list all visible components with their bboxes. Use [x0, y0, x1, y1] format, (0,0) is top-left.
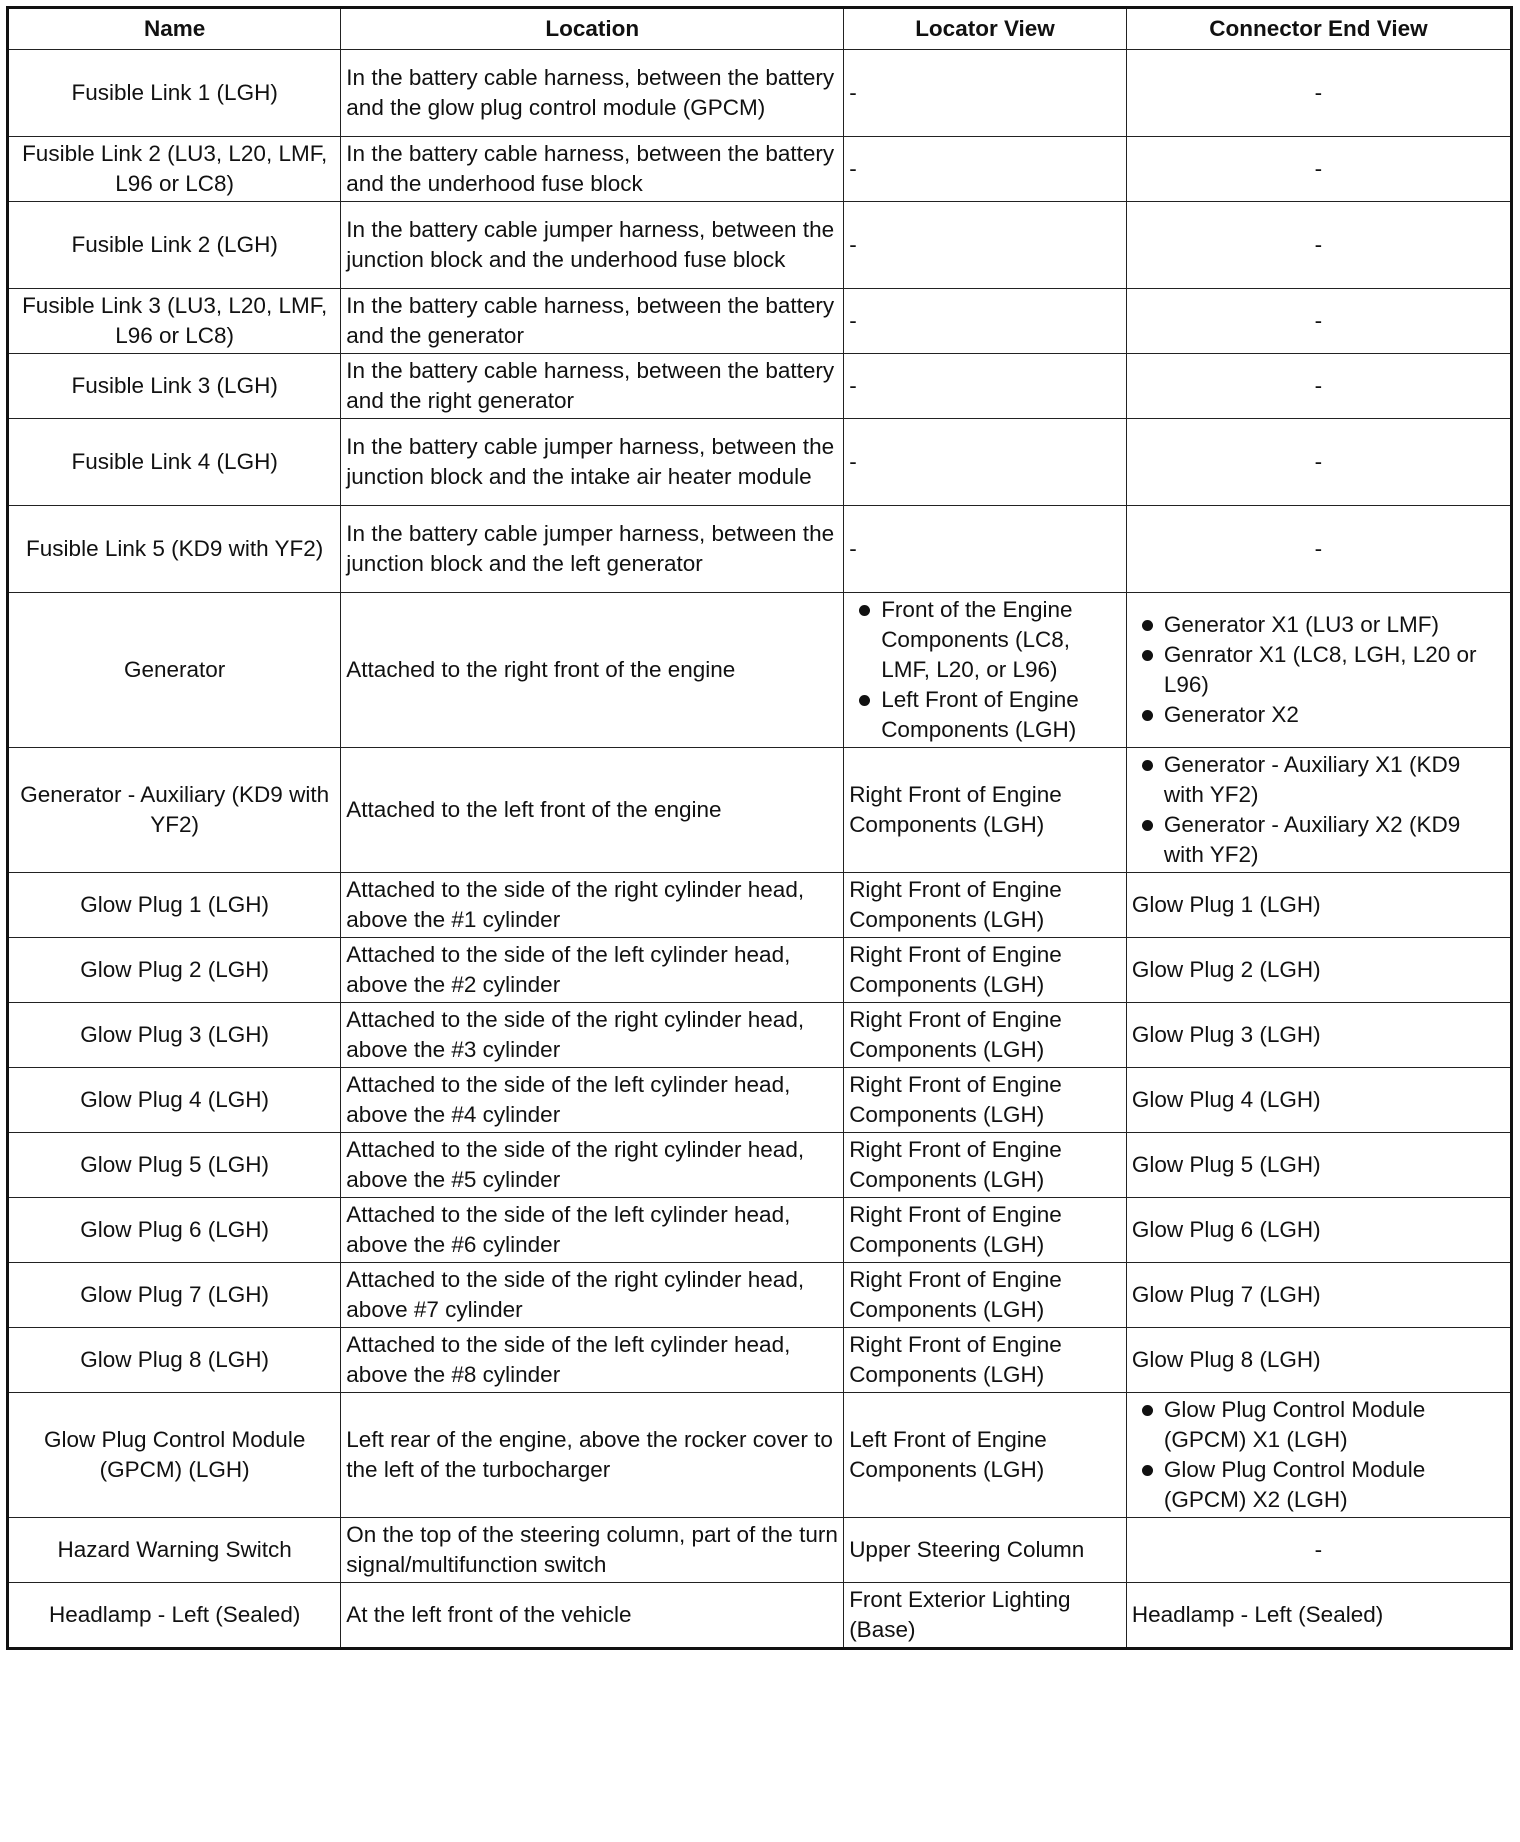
bullet-item: Glow Plug Control Module (GPCM) X2 (LGH) [1132, 1455, 1505, 1515]
connector-end-view-cell: - [1126, 289, 1511, 354]
table-row [8, 1263, 1512, 1328]
component-locator-table [6, 6, 1513, 1650]
component-name-cell: Fusible Link 3 (LGH) [8, 354, 341, 419]
locator-view-cell: - [844, 137, 1127, 202]
component-name-cell: Fusible Link 2 (LU3, L20, LMF, L96 or LC8) [8, 137, 341, 202]
component-name-cell: Glow Plug Control Module (GPCM) (LGH) [8, 1393, 341, 1518]
location-cell: In the battery cable jumper harness, between the junction block and the intake air heater module [341, 419, 844, 506]
bullet-item: Genrator X1 (LC8, LGH, L20 or L96) [1132, 640, 1505, 700]
component-table-container [6, 6, 1513, 1650]
location-cell: On the top of the steering column, part of the turn signal/multifunction switch [341, 1518, 844, 1583]
locator-view-cell: - [844, 289, 1127, 354]
table-row [8, 873, 1512, 938]
connector-end-view-cell [1126, 593, 1511, 748]
table-row [8, 1583, 1512, 1649]
location-cell: In the battery cable jumper harness, between the junction block and the underhood fuse block [341, 202, 844, 289]
location-cell: In the battery cable harness, between the battery and the underhood fuse block [341, 137, 844, 202]
component-name-cell: Glow Plug 1 (LGH) [8, 873, 341, 938]
table-row [8, 289, 1512, 354]
header-locator-view: Locator View [844, 8, 1127, 50]
location-cell: Left rear of the engine, above the rocker cover to the left of the turbocharger [341, 1393, 844, 1518]
component-name-cell: Fusible Link 1 (LGH) [8, 50, 341, 137]
component-name-cell: Fusible Link 5 (KD9 with YF2) [8, 506, 341, 593]
component-name-cell: Generator - Auxiliary (KD9 with YF2) [8, 748, 341, 873]
locator-view-cell: Right Front of Engine Components (LGH) [844, 1068, 1127, 1133]
locator-view-cell: Upper Steering Column [844, 1518, 1127, 1583]
component-name-cell: Fusible Link 2 (LGH) [8, 202, 341, 289]
location-cell: In the battery cable harness, between the battery and the glow plug control module (GPCM) [341, 50, 844, 137]
component-name-cell: Glow Plug 5 (LGH) [8, 1133, 341, 1198]
connector-end-view-cell: - [1126, 506, 1511, 593]
connector-end-view-cell: Glow Plug 2 (LGH) [1126, 938, 1511, 1003]
component-name-cell: Glow Plug 8 (LGH) [8, 1328, 341, 1393]
connector-end-view-cell: Glow Plug 8 (LGH) [1126, 1328, 1511, 1393]
table-row [8, 506, 1512, 593]
connector-end-view-cell: - [1126, 354, 1511, 419]
locator-view-cell: Right Front of Engine Components (LGH) [844, 1263, 1127, 1328]
table-row [8, 748, 1512, 873]
connector-end-view-cell: - [1126, 1518, 1511, 1583]
locator-view-cell: - [844, 202, 1127, 289]
location-cell: Attached to the right front of the engine [341, 593, 844, 748]
bullet-item: Generator X2 [1132, 700, 1505, 730]
table-body [8, 50, 1512, 1649]
connector-end-view-cell: - [1126, 419, 1511, 506]
bullet-item: Generator - Auxiliary X1 (KD9 with YF2) [1132, 750, 1505, 810]
table-row [8, 419, 1512, 506]
location-cell: Attached to the left front of the engine [341, 748, 844, 873]
locator-view-cell: - [844, 354, 1127, 419]
location-cell: In the battery cable harness, between the battery and the right generator [341, 354, 844, 419]
location-cell: Attached to the side of the left cylinder head, above the #4 cylinder [341, 1068, 844, 1133]
connector-end-view-cell: - [1126, 50, 1511, 137]
header-connector-end-view: Connector End View [1126, 8, 1511, 50]
location-cell: Attached to the side of the left cylinder head, above the #6 cylinder [341, 1198, 844, 1263]
header-location: Location [341, 8, 844, 50]
component-name-cell: Glow Plug 2 (LGH) [8, 938, 341, 1003]
connector-end-view-cell: Glow Plug 6 (LGH) [1126, 1198, 1511, 1263]
bullet-list [1132, 1395, 1505, 1515]
component-name-cell: Fusible Link 4 (LGH) [8, 419, 341, 506]
connector-end-view-cell: Headlamp - Left (Sealed) [1126, 1583, 1511, 1649]
connector-end-view-cell: Glow Plug 1 (LGH) [1126, 873, 1511, 938]
location-cell: Attached to the side of the right cylinder head, above #7 cylinder [341, 1263, 844, 1328]
bullet-item: Left Front of Engine Components (LGH) [849, 685, 1121, 745]
locator-view-cell: Right Front of Engine Components (LGH) [844, 1133, 1127, 1198]
locator-view-cell: - [844, 419, 1127, 506]
locator-view-cell [844, 593, 1127, 748]
component-name-cell: Headlamp - Left (Sealed) [8, 1583, 341, 1649]
component-name-cell: Glow Plug 6 (LGH) [8, 1198, 341, 1263]
location-cell: In the battery cable jumper harness, between the junction block and the left generator [341, 506, 844, 593]
bullet-item: Generator X1 (LU3 or LMF) [1132, 610, 1505, 640]
locator-view-cell: Right Front of Engine Components (LGH) [844, 938, 1127, 1003]
connector-end-view-cell: Glow Plug 7 (LGH) [1126, 1263, 1511, 1328]
locator-view-cell: - [844, 50, 1127, 137]
locator-view-cell: Right Front of Engine Components (LGH) [844, 1003, 1127, 1068]
bullet-list [1132, 750, 1505, 870]
component-name-cell: Glow Plug 3 (LGH) [8, 1003, 341, 1068]
connector-end-view-cell: Glow Plug 3 (LGH) [1126, 1003, 1511, 1068]
connector-end-view-cell [1126, 748, 1511, 873]
table-row [8, 1133, 1512, 1198]
component-name-cell: Glow Plug 4 (LGH) [8, 1068, 341, 1133]
component-name-cell: Generator [8, 593, 341, 748]
connector-end-view-cell: Glow Plug 4 (LGH) [1126, 1068, 1511, 1133]
bullet-list [1132, 610, 1505, 730]
bullet-item: Generator - Auxiliary X2 (KD9 with YF2) [1132, 810, 1505, 870]
table-row [8, 593, 1512, 748]
table-row [8, 1328, 1512, 1393]
table-row [8, 137, 1512, 202]
connector-end-view-cell: - [1126, 137, 1511, 202]
component-name-cell: Fusible Link 3 (LU3, L20, LMF, L96 or LC8) [8, 289, 341, 354]
connector-end-view-cell [1126, 1393, 1511, 1518]
table-row [8, 1003, 1512, 1068]
locator-view-cell: Right Front of Engine Components (LGH) [844, 748, 1127, 873]
bullet-list [849, 595, 1121, 745]
connector-end-view-cell: Glow Plug 5 (LGH) [1126, 1133, 1511, 1198]
table-row [8, 1393, 1512, 1518]
table-row [8, 202, 1512, 289]
location-cell: Attached to the side of the right cylinder head, above the #3 cylinder [341, 1003, 844, 1068]
table-row [8, 354, 1512, 419]
connector-end-view-cell: - [1126, 202, 1511, 289]
location-cell: Attached to the side of the right cylinder head, above the #1 cylinder [341, 873, 844, 938]
location-cell: Attached to the side of the right cylinder head, above the #5 cylinder [341, 1133, 844, 1198]
table-row [8, 50, 1512, 137]
bullet-item: Glow Plug Control Module (GPCM) X1 (LGH) [1132, 1395, 1505, 1455]
bullet-item: Front of the Engine Components (LC8, LMF, L20, or L96) [849, 595, 1121, 685]
location-cell: Attached to the side of the left cylinder head, above the #2 cylinder [341, 938, 844, 1003]
table-row [8, 1068, 1512, 1133]
table-row [8, 938, 1512, 1003]
header-name: Name [8, 8, 341, 50]
table-row [8, 1198, 1512, 1263]
locator-view-cell: Front Exterior Lighting (Base) [844, 1583, 1127, 1649]
locator-view-cell: Left Front of Engine Components (LGH) [844, 1393, 1127, 1518]
component-name-cell: Hazard Warning Switch [8, 1518, 341, 1583]
location-cell: Attached to the side of the left cylinder head, above the #8 cylinder [341, 1328, 844, 1393]
locator-view-cell: Right Front of Engine Components (LGH) [844, 1198, 1127, 1263]
locator-view-cell: Right Front of Engine Components (LGH) [844, 1328, 1127, 1393]
header-row [8, 8, 1512, 50]
locator-view-cell: - [844, 506, 1127, 593]
component-name-cell: Glow Plug 7 (LGH) [8, 1263, 341, 1328]
location-cell: In the battery cable harness, between the battery and the generator [341, 289, 844, 354]
table-row [8, 1518, 1512, 1583]
locator-view-cell: Right Front of Engine Components (LGH) [844, 873, 1127, 938]
location-cell: At the left front of the vehicle [341, 1583, 844, 1649]
